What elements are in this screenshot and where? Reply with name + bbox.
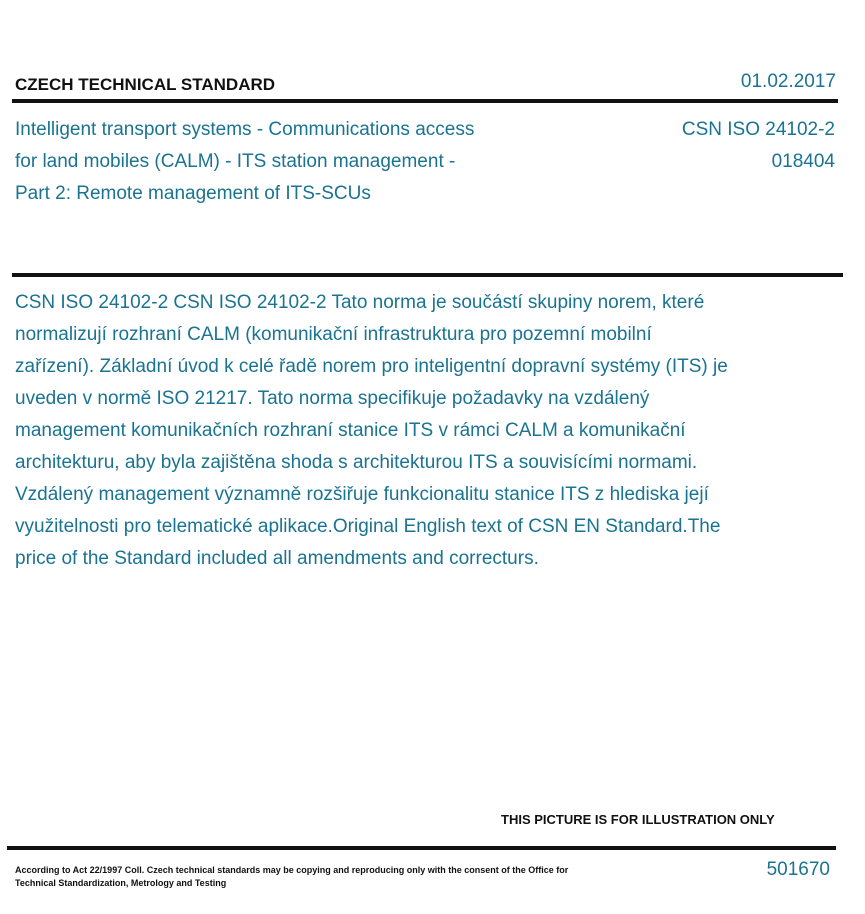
class-number: 018404 [771, 151, 835, 172]
illustration-notice: THIS PICTURE IS FOR ILLUSTRATION ONLY [501, 812, 775, 827]
legal-notice: According to Act 22/1997 Coll. Czech technical standards may be copying and reproducing only with the consent of the Office for Technical Standardization, Metrology and Testing [15, 865, 569, 888]
standard-code: CSN ISO 24102-2 [681, 119, 835, 140]
standard-description: CSN ISO 24102-2 CSN ISO 24102-2 Tato norma je součástí skupiny norem, které normalizují rozhraní CALM (komunikační infrastruktura pro pozemní mobilní zařízení). Základní úvod k celé řadě norem pro inteligentní dopravní systémy (ITS) je uveden v normě ISO 21217. Tato norma specifikuje požadavky na vzdálený management komunikačních rozhraní stanice ITS v rámci CALM a komunikační architekturu, aby byla zajištěna shoda s architekturou ITS a souvisícími normami. Vzdálený management významně rozšiřuje funkcionalitu stanice ITS z hlediska její využitelnosti pro telematické aplikace.Original English text of CSN EN Standard.The price of the Standard included all amendments and correcturs. [15, 292, 728, 569]
document-type-label: CZECH TECHNICAL STANDARD [15, 75, 276, 94]
publication-date: 01.02.2017 [740, 71, 836, 92]
title-divider [12, 273, 843, 277]
standard-identifiers [682, 114, 835, 178]
standard-title: Intelligent transport systems - Communications access for land mobiles (CALM) - ITS station management - Part 2: Remote management of ITS-SCUs [15, 119, 475, 204]
header-divider [12, 99, 838, 103]
footer-divider [7, 846, 836, 850]
catalog-number: 501670 [766, 859, 830, 880]
